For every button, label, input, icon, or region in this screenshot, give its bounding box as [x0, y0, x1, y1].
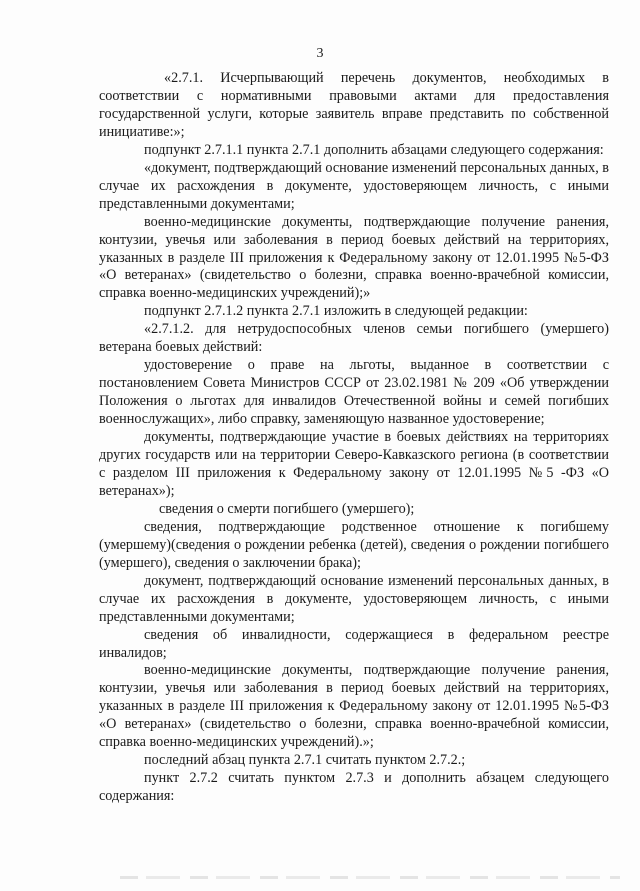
paragraph: сведения об инвалидности, содержащиеся в федеральном реестре инвалидов; [99, 626, 609, 661]
paragraph: военно-медицинские документы, подтверждающие получение ранения, контузии, увечья или заболевания в период боевых действий на территориях, указанных в разделе III приложения к Федеральному закону от 12.01.1995 №5-ФЗ «О ветеранах» (свидетельство о болезни, справка военно-врачебной комиссии, справка военно-медицинских учреждений).»; [99, 662, 609, 751]
paragraph: сведения о смерти погибшего (умершего); [159, 500, 415, 517]
paragraph: документ, подтверждающий основание изменений персональных данных, в случае их расхождения в документе, удостоверяющем личность, с иными представленными документами; [99, 572, 609, 625]
paragraph: «2.7.1. Исчерпывающий перечень документов, необходимых в соответствии с нормативными правовыми актами для предоставления государственной услуги, которые заявитель вправе представить по собственной инициативе:»; [99, 70, 609, 140]
paragraph: подпункт 2.7.1.2 пункта 2.7.1 изложить в следующей редакции: [144, 303, 528, 320]
document-body [99, 70, 609, 806]
page-number: 3 [316, 46, 324, 61]
scan-artifact [120, 876, 620, 879]
paragraph: документы, подтверждающие участие в боевых действиях на территориях других государств или на территории Северо-Кавказского региона (в соответствии с разделом III приложения к Федеральному закону от 12.01.1995 №5 -ФЗ «О ветеранах»); [99, 429, 609, 499]
paragraph: сведения, подтверждающие родственное отношение к погибшему (умершему)(сведения о рождении ребенка (детей), сведения о рождении погибшего (умершего), сведения о заключении брака); [99, 518, 609, 571]
paragraph: «документ, подтверждающий основание изменений персональных данных, в случае их расхождения в документе, удостоверяющем личность, с иными представленными документами; [99, 159, 609, 212]
paragraph: удостоверение о праве на льготы, выданное в соответствии с постановлением Совета Министров СССР от 23.02.1981 № 209 «Об утверждении Положения о льготах для инвалидов Отечественной войны и семей погибших военнослужащих», либо справку, заменяющую названное удостоверение; [99, 357, 609, 428]
paragraph: последний абзац пункта 2.7.1 считать пунктом 2.7.2.; [144, 752, 466, 769]
paragraph: пункт 2.7.2 считать пунктом 2.7.3 и дополнить абзацем следующего содержания: [99, 770, 609, 805]
paragraph: «2.7.1.2. для нетрудоспособных членов семьи погибшего (умершего) ветерана боевых действий: [99, 321, 609, 356]
paragraph: военно-медицинские документы, подтверждающие получение ранения, контузии, увечья или заболевания в период боевых действий на территориях, указанных в разделе III приложения к Федеральному закону от 12.01.1995 №5-ФЗ «О ветеранах» (свидетельство о болезни, справка военно-врачебной комиссии, справка военно-медицинских учреждений);» [99, 213, 609, 302]
paragraph: подпункт 2.7.1.1 пункта 2.7.1 дополнить абзацами следующего содержания: [144, 141, 604, 158]
